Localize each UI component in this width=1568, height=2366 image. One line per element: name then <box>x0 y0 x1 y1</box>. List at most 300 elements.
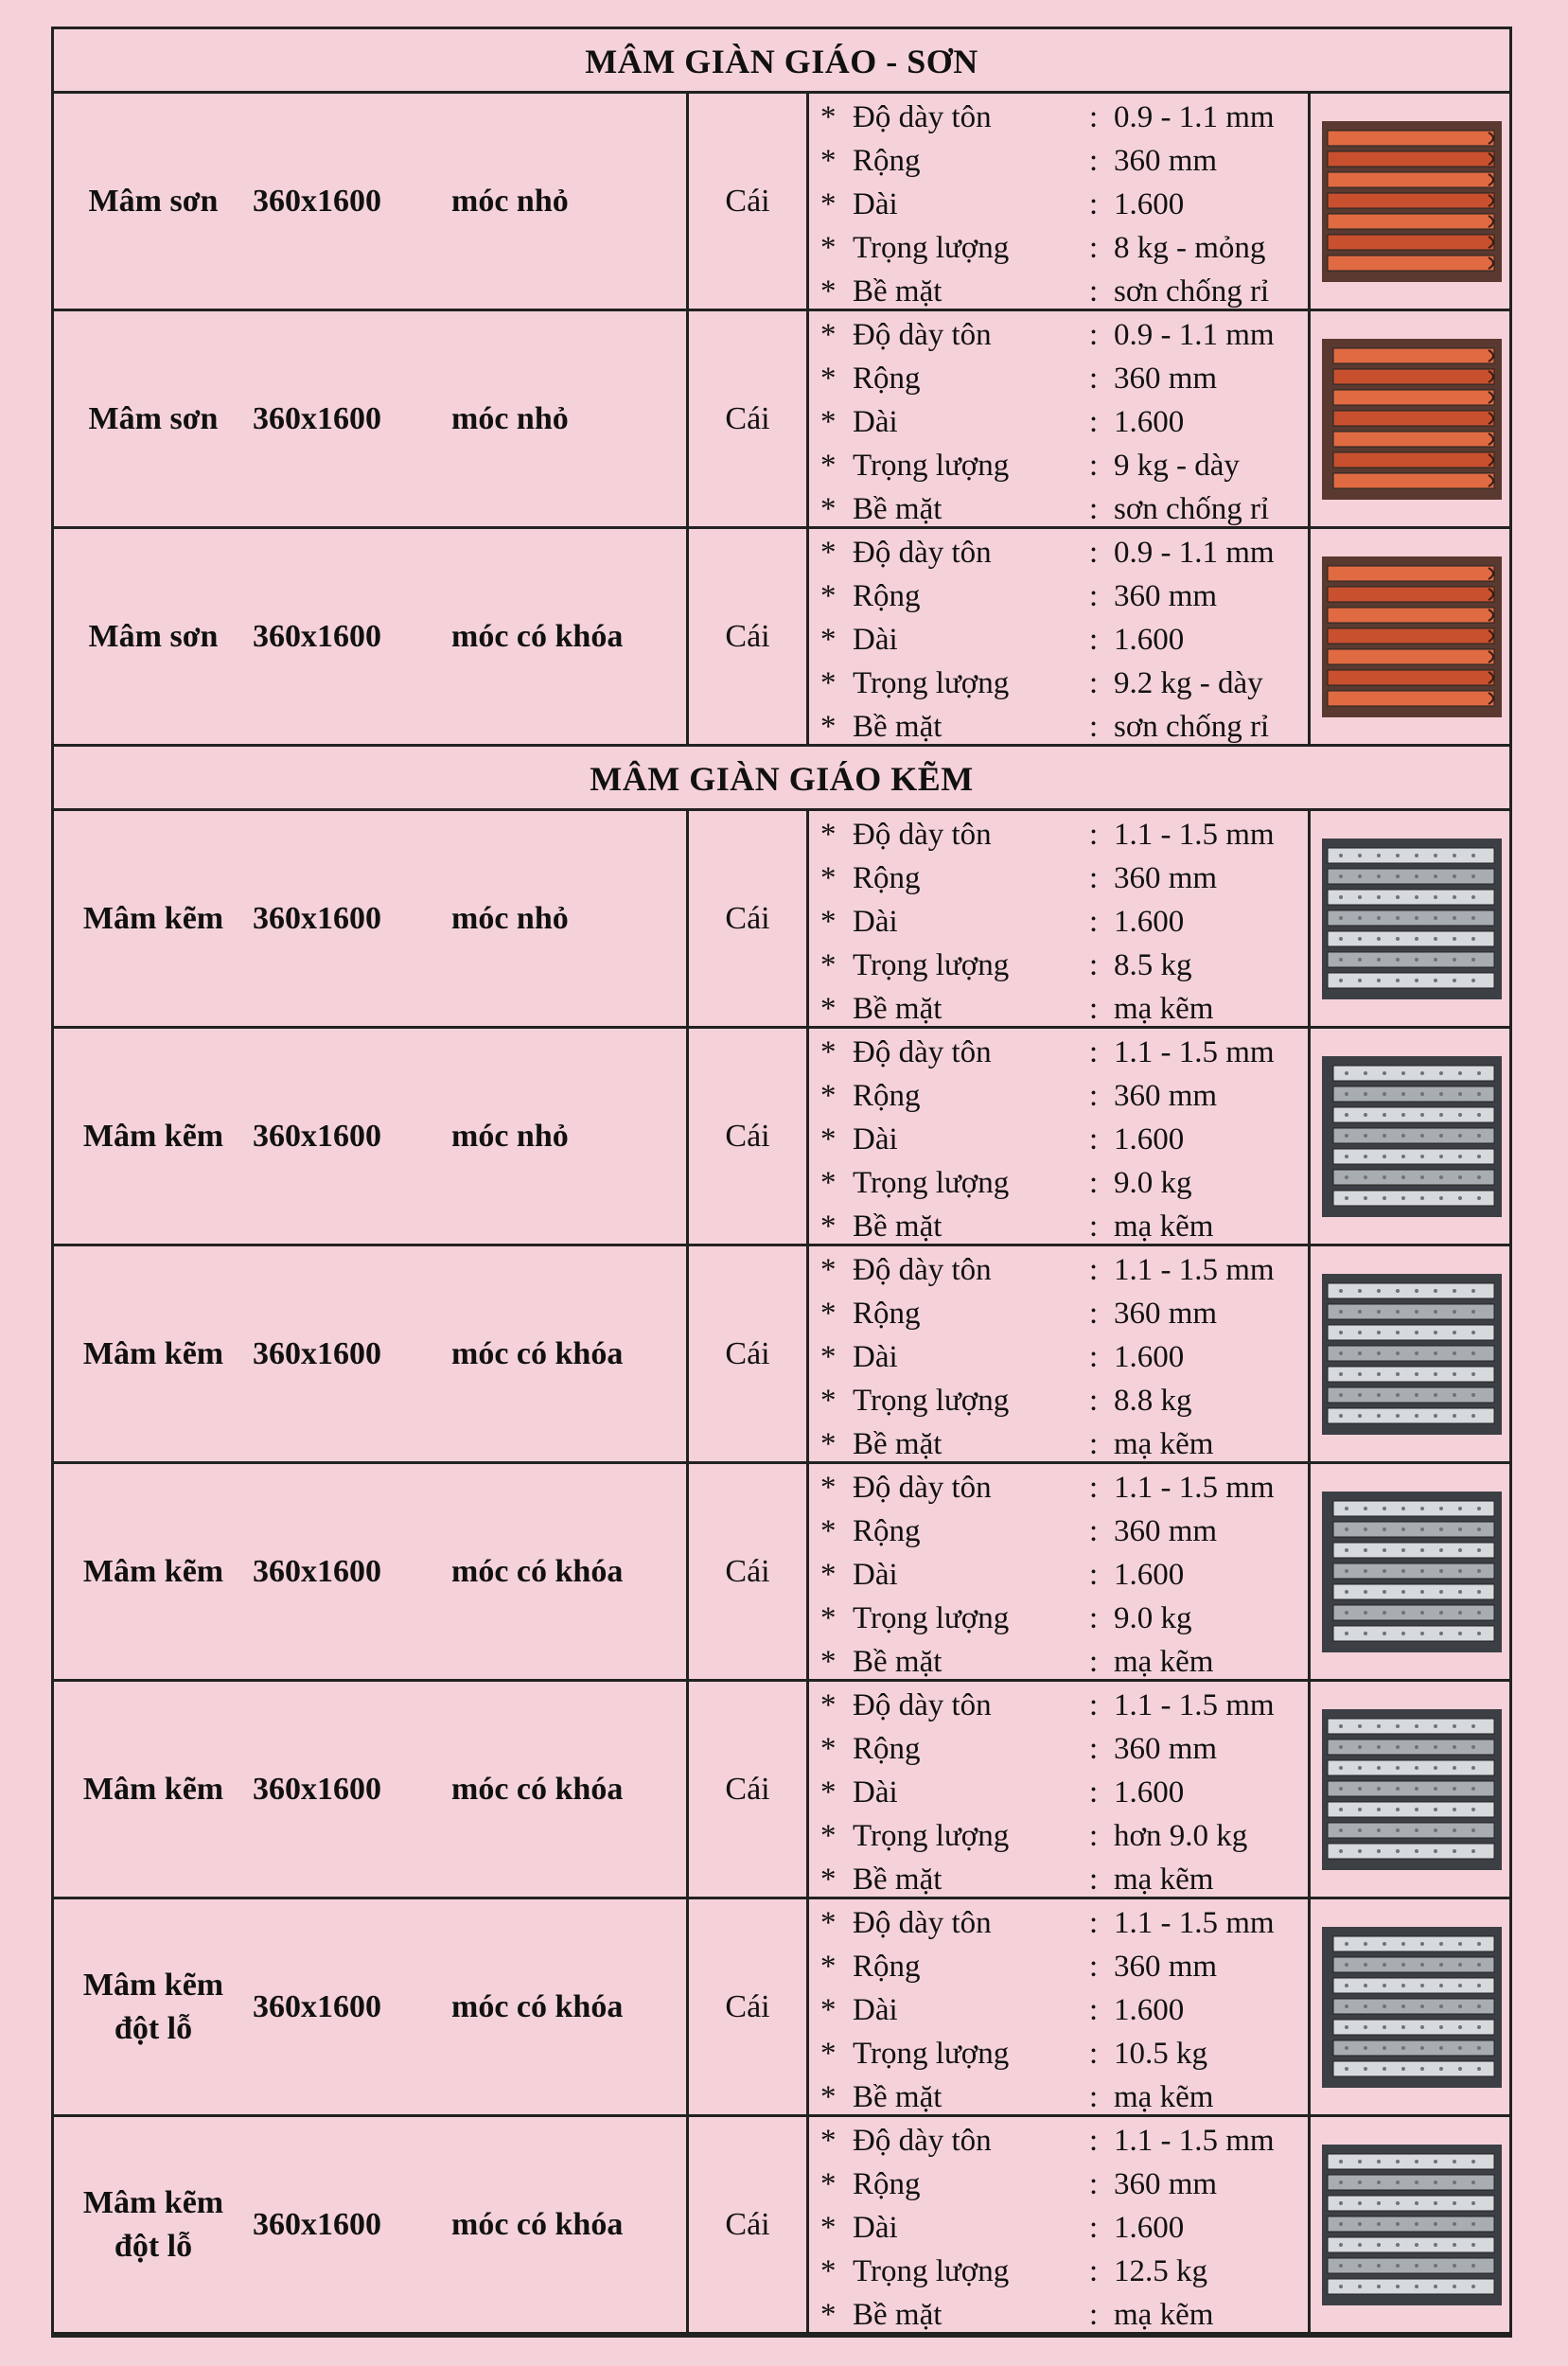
spec-value: 360 mm <box>1114 1514 1218 1548</box>
spec-value: hơn 9.0 kg <box>1114 1819 1248 1853</box>
colon: : <box>1089 1950 1099 1984</box>
galvanized-plank-photo <box>1322 839 1502 999</box>
bullet-star: * <box>820 992 837 1026</box>
unit: Cái <box>686 2117 809 2332</box>
spec-label: Dài <box>853 1122 898 1157</box>
bullet-star: * <box>820 1471 837 1505</box>
bullet-star: * <box>820 1863 837 1897</box>
galvanized-plank-photo <box>1322 1056 1502 1217</box>
table-row <box>54 1682 1509 1899</box>
bullet-star: * <box>820 362 837 396</box>
spec-value: 12.5 kg <box>1114 2254 1207 2288</box>
unit: Cái <box>686 311 809 526</box>
spec-label: Bề mặt <box>853 1863 943 1897</box>
bullet-star: * <box>820 2254 837 2288</box>
spec-line <box>820 1161 1308 1205</box>
bullet-star: * <box>820 1514 837 1548</box>
colon: : <box>1089 2211 1099 2245</box>
spec-value: 8.8 kg <box>1114 1384 1192 1418</box>
colon: : <box>1089 1384 1099 1418</box>
spec-value: 9 kg - dày <box>1114 449 1240 483</box>
spec-label: Bề mặt <box>853 992 943 1026</box>
spec-label: Rộng <box>853 579 921 613</box>
spec-line <box>820 400 1308 444</box>
colon: : <box>1089 274 1099 309</box>
product-size: 360x1600 <box>253 618 381 654</box>
spec-line <box>820 1727 1308 1771</box>
spec-value: 1.600 <box>1114 1340 1185 1374</box>
colon: : <box>1089 100 1099 134</box>
spec-label: Trọng lượng <box>853 231 1010 265</box>
spec-label: Rộng <box>853 1297 921 1331</box>
bullet-star: * <box>820 579 837 613</box>
painted-plank-photo <box>1322 556 1502 717</box>
bullet-star: * <box>820 1209 837 1244</box>
spec-list <box>809 1682 1311 1897</box>
unit: Cái <box>686 1246 809 1461</box>
spec-label: Trọng lượng <box>853 2254 1010 2288</box>
colon: : <box>1089 623 1099 657</box>
unit: Cái <box>686 1899 809 2114</box>
bullet-star: * <box>820 1645 837 1679</box>
table-row <box>54 1899 1509 2117</box>
colon: : <box>1089 318 1099 352</box>
spec-value: mạ kẽm <box>1114 2080 1214 2114</box>
section-title: MÂM GIÀN GIÁO KẼM <box>54 747 1509 811</box>
spec-list <box>809 811 1311 1026</box>
spec-line <box>820 705 1308 749</box>
colon: : <box>1089 1427 1099 1461</box>
spec-label: Dài <box>853 1558 898 1592</box>
colon: : <box>1089 405 1099 439</box>
product-size: 360x1600 <box>253 1335 381 1371</box>
colon: : <box>1089 1688 1099 1722</box>
bullet-star: * <box>820 1950 837 1984</box>
spec-list <box>809 1464 1311 1679</box>
product-photo <box>1311 94 1512 309</box>
colon: : <box>1089 948 1099 982</box>
colon: : <box>1089 1819 1099 1853</box>
spec-value: 360 mm <box>1114 1297 1218 1331</box>
spec-label: Dài <box>853 1340 898 1374</box>
spec-line <box>820 357 1308 400</box>
galvanized-plank-photo <box>1322 1492 1502 1652</box>
product-photo <box>1311 311 1512 526</box>
spec-value: mạ kẽm <box>1114 1645 1214 1679</box>
hook-type: móc nhỏ <box>451 183 569 219</box>
product-size: 360x1600 <box>253 1118 381 1154</box>
spec-label: Bề mặt <box>853 1427 943 1461</box>
spec-label: Trọng lượng <box>853 449 1010 483</box>
table-row <box>54 1246 1509 1464</box>
colon: : <box>1089 579 1099 613</box>
colon: : <box>1089 1471 1099 1505</box>
bullet-star: * <box>820 1819 837 1853</box>
colon: : <box>1089 1906 1099 1940</box>
spec-value: 360 mm <box>1114 1732 1218 1766</box>
bullet-star: * <box>820 1688 837 1722</box>
spec-value: 0.9 - 1.1 mm <box>1114 318 1275 352</box>
spec-line <box>820 2206 1308 2250</box>
galvanized-plank-photo <box>1322 2145 1502 2305</box>
spec-label: Bề mặt <box>853 710 943 744</box>
spec-value: 360 mm <box>1114 1079 1218 1113</box>
spec-label: Rộng <box>853 2167 921 2201</box>
bullet-star: * <box>820 1993 837 2027</box>
table-row <box>54 94 1509 311</box>
spec-line <box>820 1422 1308 1466</box>
spec-label: Rộng <box>853 362 921 396</box>
colon: : <box>1089 818 1099 852</box>
spec-value: 1.600 <box>1114 2211 1185 2245</box>
spec-label: Dài <box>853 187 898 221</box>
spec-label: Trọng lượng <box>853 2037 1010 2071</box>
unit: Cái <box>686 1029 809 1244</box>
colon: : <box>1089 1863 1099 1897</box>
unit: Cái <box>686 1682 809 1897</box>
colon: : <box>1089 1122 1099 1157</box>
product-photo <box>1311 2117 1512 2332</box>
spec-line <box>820 139 1308 183</box>
hook-type: móc có khóa <box>451 2206 624 2242</box>
spec-list <box>809 529 1311 744</box>
product-photo <box>1311 1899 1512 2114</box>
colon: : <box>1089 1035 1099 1069</box>
unit: Cái <box>686 94 809 309</box>
spec-line <box>820 900 1308 944</box>
bullet-star: * <box>820 144 837 178</box>
colon: : <box>1089 2037 1099 2071</box>
bullet-star: * <box>820 274 837 309</box>
spec-list <box>809 1029 1311 1244</box>
colon: : <box>1089 187 1099 221</box>
spec-value: 360 mm <box>1114 579 1218 613</box>
bullet-star: * <box>820 1297 837 1331</box>
colon: : <box>1089 1645 1099 1679</box>
product-size: 360x1600 <box>253 1771 381 1807</box>
bullet-star: * <box>820 2298 837 2332</box>
spec-line <box>820 2293 1308 2337</box>
hook-type: móc nhỏ <box>451 1118 569 1154</box>
spec-value: 1.1 - 1.5 mm <box>1114 1253 1275 1287</box>
spec-value: 9.0 kg <box>1114 1166 1192 1200</box>
colon: : <box>1089 2167 1099 2201</box>
spec-line <box>820 662 1308 705</box>
spec-value: 1.1 - 1.5 mm <box>1114 1688 1275 1722</box>
spec-list <box>809 94 1311 309</box>
spec-line <box>820 1292 1308 1335</box>
spec-value: 1.600 <box>1114 905 1185 939</box>
colon: : <box>1089 492 1099 526</box>
spec-line <box>820 1510 1308 1553</box>
spec-value: 9.0 kg <box>1114 1601 1192 1635</box>
bullet-star: * <box>820 1775 837 1810</box>
spec-line <box>820 1205 1308 1248</box>
spec-value: 1.1 - 1.5 mm <box>1114 1906 1275 1940</box>
bullet-star: * <box>820 710 837 744</box>
spec-label: Độ dày tôn <box>853 818 992 852</box>
spec-value: 1.600 <box>1114 1775 1185 1810</box>
product-name: Mâm sơn <box>88 618 219 654</box>
bullet-star: * <box>820 1122 837 1157</box>
spec-label: Bề mặt <box>853 1645 943 1679</box>
spec-label: Dài <box>853 905 898 939</box>
spec-label: Rộng <box>853 1950 921 1984</box>
colon: : <box>1089 1253 1099 1287</box>
colon: : <box>1089 362 1099 396</box>
spec-label: Độ dày tôn <box>853 100 992 134</box>
spec-line <box>820 987 1308 1031</box>
bullet-star: * <box>820 861 837 895</box>
spec-line <box>820 1466 1308 1510</box>
spec-line <box>820 2032 1308 2075</box>
hook-type: móc có khóa <box>451 1553 624 1589</box>
bullet-star: * <box>820 1035 837 1069</box>
product-photo <box>1311 811 1512 1026</box>
bullet-star: * <box>820 1732 837 1766</box>
bullet-star: * <box>820 449 837 483</box>
spec-label: Trọng lượng <box>853 1166 1010 1200</box>
spec-label: Dài <box>853 1775 898 1810</box>
spec-value: 1.600 <box>1114 1993 1185 2027</box>
spec-value: 0.9 - 1.1 mm <box>1114 100 1275 134</box>
product-name: Mâm kẽm <box>82 1118 224 1154</box>
product-size: 360x1600 <box>253 900 381 936</box>
spec-line <box>820 270 1308 313</box>
spec-value: 1.1 - 1.5 mm <box>1114 2124 1275 2158</box>
spec-line <box>820 444 1308 487</box>
spec-line <box>820 2163 1308 2206</box>
product-name: Mâm kẽm đột lỗ <box>82 1967 224 2046</box>
table-row <box>54 2117 1509 2335</box>
colon: : <box>1089 861 1099 895</box>
spec-label: Độ dày tôn <box>853 1906 992 1940</box>
bullet-star: * <box>820 1906 837 1940</box>
spec-value: 0.9 - 1.1 mm <box>1114 536 1275 570</box>
bullet-star: * <box>820 492 837 526</box>
spec-label: Độ dày tôn <box>853 536 992 570</box>
product-size: 360x1600 <box>253 183 381 219</box>
colon: : <box>1089 905 1099 939</box>
colon: : <box>1089 666 1099 700</box>
unit: Cái <box>686 1464 809 1679</box>
spec-list <box>809 2117 1311 2332</box>
table-row <box>54 529 1509 747</box>
bullet-star: * <box>820 187 837 221</box>
table-row <box>54 1464 1509 1682</box>
spec-value: 360 mm <box>1114 861 1218 895</box>
spec-value: 1.1 - 1.5 mm <box>1114 818 1275 852</box>
spec-line <box>820 1901 1308 1945</box>
product-size: 360x1600 <box>253 1553 381 1589</box>
colon: : <box>1089 1775 1099 1810</box>
bullet-star: * <box>820 1384 837 1418</box>
spec-line <box>820 1988 1308 2032</box>
section-title: MÂM GIÀN GIÁO - SƠN <box>54 29 1509 94</box>
spec-list <box>809 311 1311 526</box>
product-name: Mâm kẽm <box>82 1771 224 1807</box>
product-name: Mâm kẽm <box>82 1335 224 1371</box>
spec-line <box>820 226 1308 270</box>
product-photo <box>1311 1246 1512 1461</box>
spec-label: Trọng lượng <box>853 1384 1010 1418</box>
spec-label: Độ dày tôn <box>853 318 992 352</box>
product-size: 360x1600 <box>253 400 381 436</box>
spec-line <box>820 487 1308 531</box>
product-name: Mâm sơn <box>88 400 219 436</box>
spec-value: 8 kg - mỏng <box>1114 231 1266 265</box>
spec-label: Dài <box>853 1993 898 2027</box>
colon: : <box>1089 144 1099 178</box>
bullet-star: * <box>820 1166 837 1200</box>
bullet-star: * <box>820 666 837 700</box>
spec-line <box>820 574 1308 618</box>
product-photo <box>1311 1464 1512 1679</box>
hook-type: móc nhỏ <box>451 900 569 936</box>
hook-type: móc có khóa <box>451 618 624 654</box>
hook-type: móc nhỏ <box>451 400 569 436</box>
spec-label: Dài <box>853 2211 898 2245</box>
spec-label: Trọng lượng <box>853 1601 1010 1635</box>
unit: Cái <box>686 811 809 1026</box>
colon: : <box>1089 1209 1099 1244</box>
spec-line <box>820 1553 1308 1597</box>
spec-label: Rộng <box>853 1079 921 1113</box>
bullet-star: * <box>820 1253 837 1287</box>
product-size: 360x1600 <box>253 2206 381 2242</box>
bullet-star: * <box>820 948 837 982</box>
spec-line <box>820 2119 1308 2163</box>
spec-label: Dài <box>853 623 898 657</box>
spec-line <box>820 1074 1308 1118</box>
product-name: Mâm sơn <box>88 183 219 219</box>
bullet-star: * <box>820 623 837 657</box>
unit: Cái <box>686 529 809 744</box>
spec-value: 1.600 <box>1114 405 1185 439</box>
spec-label: Rộng <box>853 1514 921 1548</box>
spec-line <box>820 944 1308 987</box>
spec-value: 1.600 <box>1114 1122 1185 1157</box>
spec-line <box>820 1814 1308 1858</box>
spec-label: Rộng <box>853 1732 921 1766</box>
spec-line <box>820 1640 1308 1684</box>
spec-line <box>820 1858 1308 1901</box>
product-table <box>51 26 1512 2338</box>
spec-label: Độ dày tôn <box>853 2124 992 2158</box>
spec-line <box>820 2250 1308 2293</box>
spec-label: Bề mặt <box>853 1209 943 1244</box>
galvanized-plank-photo <box>1322 1709 1502 1870</box>
spec-line <box>820 183 1308 226</box>
spec-line <box>820 1684 1308 1727</box>
product-photo <box>1311 1029 1512 1244</box>
spec-label: Trọng lượng <box>853 666 1010 700</box>
colon: : <box>1089 1297 1099 1331</box>
colon: : <box>1089 1601 1099 1635</box>
spec-value: sơn chống rỉ <box>1114 710 1270 744</box>
colon: : <box>1089 1732 1099 1766</box>
spec-line <box>820 618 1308 662</box>
spec-label: Trọng lượng <box>853 948 1010 982</box>
colon: : <box>1089 992 1099 1026</box>
spec-line <box>820 96 1308 139</box>
product-name: Mâm kẽm đột lỗ <box>82 2184 224 2264</box>
spec-value: sơn chống rỉ <box>1114 274 1270 309</box>
product-name: Mâm kẽm <box>82 900 224 936</box>
bullet-star: * <box>820 818 837 852</box>
spec-value: 1.1 - 1.5 mm <box>1114 1471 1275 1505</box>
spec-line <box>820 1379 1308 1422</box>
spec-line <box>820 1335 1308 1379</box>
spec-label: Bề mặt <box>853 274 943 309</box>
bullet-star: * <box>820 318 837 352</box>
spec-value: 10.5 kg <box>1114 2037 1207 2071</box>
colon: : <box>1089 710 1099 744</box>
spec-list <box>809 1246 1311 1461</box>
spec-value: mạ kẽm <box>1114 1427 1214 1461</box>
bullet-star: * <box>820 1601 837 1635</box>
bullet-star: * <box>820 536 837 570</box>
spec-line <box>820 856 1308 900</box>
spec-line <box>820 1597 1308 1640</box>
spec-label: Độ dày tôn <box>853 1471 992 1505</box>
bullet-star: * <box>820 1340 837 1374</box>
spec-label: Rộng <box>853 861 921 895</box>
bullet-star: * <box>820 2037 837 2071</box>
hook-type: móc có khóa <box>451 1988 624 2024</box>
table-row <box>54 311 1509 529</box>
spec-value: 1.600 <box>1114 187 1185 221</box>
spec-label: Độ dày tôn <box>853 1035 992 1069</box>
bullet-star: * <box>820 2211 837 2245</box>
spec-line <box>820 1031 1308 1074</box>
spec-value: 8.5 kg <box>1114 948 1192 982</box>
spec-line <box>820 813 1308 856</box>
spec-value: 1.1 - 1.5 mm <box>1114 1035 1275 1069</box>
spec-list <box>809 1899 1311 2114</box>
bullet-star: * <box>820 2167 837 2201</box>
colon: : <box>1089 1079 1099 1113</box>
spec-value: 1.600 <box>1114 623 1185 657</box>
bullet-star: * <box>820 405 837 439</box>
bullet-star: * <box>820 1558 837 1592</box>
spec-label: Dài <box>853 405 898 439</box>
spec-label: Bề mặt <box>853 492 943 526</box>
spec-value: mạ kẽm <box>1114 2298 1214 2332</box>
spec-value: 360 mm <box>1114 362 1218 396</box>
spec-label: Độ dày tôn <box>853 1688 992 1722</box>
spec-value: mạ kẽm <box>1114 992 1214 1026</box>
table-row <box>54 811 1509 1029</box>
spec-label: Độ dày tôn <box>853 1253 992 1287</box>
spec-value: mạ kẽm <box>1114 1863 1214 1897</box>
bullet-star: * <box>820 231 837 265</box>
spec-label: Bề mặt <box>853 2080 943 2114</box>
product-photo <box>1311 529 1512 744</box>
spec-value: sơn chống rỉ <box>1114 492 1270 526</box>
bullet-star: * <box>820 1079 837 1113</box>
colon: : <box>1089 1558 1099 1592</box>
colon: : <box>1089 1514 1099 1548</box>
product-size: 360x1600 <box>253 1988 381 2024</box>
colon: : <box>1089 536 1099 570</box>
product-name: Mâm kẽm <box>82 1553 224 1589</box>
painted-plank-photo <box>1322 339 1502 500</box>
galvanized-plank-photo <box>1322 1927 1502 2088</box>
colon: : <box>1089 2124 1099 2158</box>
spec-value: 1.600 <box>1114 1558 1185 1592</box>
spec-line <box>820 313 1308 357</box>
